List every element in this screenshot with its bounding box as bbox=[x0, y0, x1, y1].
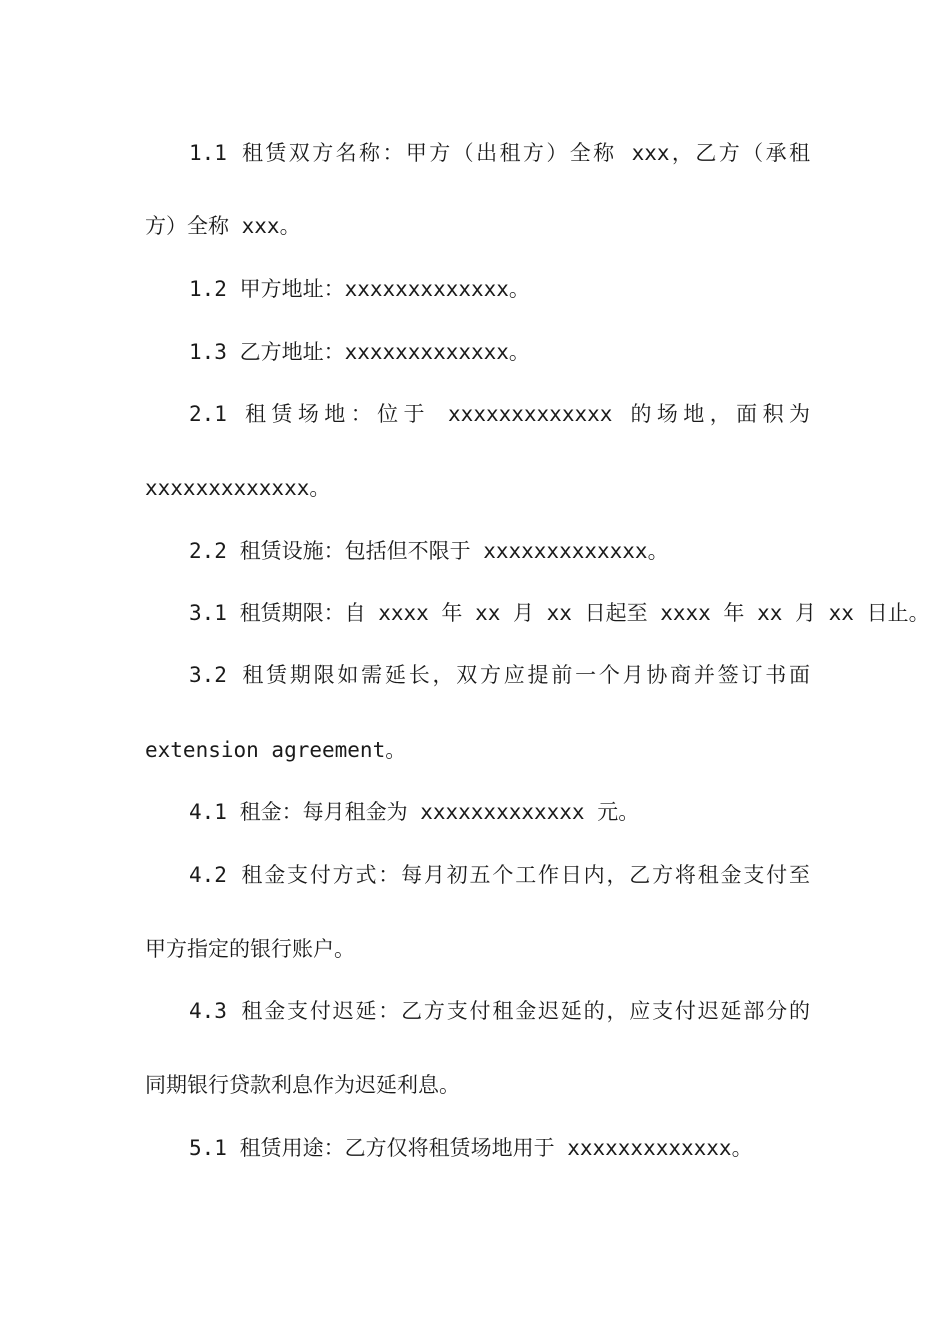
clause-4-1: 4.1 租金：每月租金为 xxxxxxxxxxxxx 元。 bbox=[189, 800, 640, 824]
clause-3-2-line-1: 3.2 租赁期限如需延长，双方应提前一个月协商并签订书面 bbox=[189, 663, 810, 687]
clause-5-1: 5.1 租赁用途：乙方仅将租赁场地用于 xxxxxxxxxxxxx。 bbox=[189, 1136, 753, 1160]
clause-3-1: 3.1 租赁期限：自 xxxx 年 xx 月 xx 日起至 xxxx 年 xx 月 xx 日止。 bbox=[189, 601, 930, 625]
clause-4-3-line-1: 4.3 租金支付迟延：乙方支付租金迟延的，应支付迟延部分的 bbox=[189, 999, 810, 1023]
clause-1-1-line-1: 1.1 租赁双方名称：甲方（出租方）全称 xxx，乙方（承租 bbox=[189, 141, 810, 165]
clause-4-2-line-1: 4.2 租金支付方式：每月初五个工作日内，乙方将租金支付至 bbox=[189, 863, 810, 887]
clause-1-2: 1.2 甲方地址：xxxxxxxxxxxxx。 bbox=[189, 277, 530, 301]
clause-2-1-line-1: 2.1 租赁场地：位于 xxxxxxxxxxxxx 的场地，面积为 bbox=[189, 402, 810, 426]
clause-1-3: 1.3 乙方地址：xxxxxxxxxxxxx。 bbox=[189, 340, 530, 364]
clause-1-1-line-2: 方）全称 xxx。 bbox=[145, 214, 301, 238]
clause-4-2-line-2: 甲方指定的银行账户。 bbox=[145, 937, 355, 961]
clause-2-1-line-2: xxxxxxxxxxxxx。 bbox=[145, 476, 331, 500]
clause-3-2-line-2: extension agreement。 bbox=[145, 738, 407, 762]
clause-4-3-line-2: 同期银行贷款利息作为迟延利息。 bbox=[145, 1073, 460, 1097]
clause-2-2: 2.2 租赁设施：包括但不限于 xxxxxxxxxxxxx。 bbox=[189, 539, 669, 563]
